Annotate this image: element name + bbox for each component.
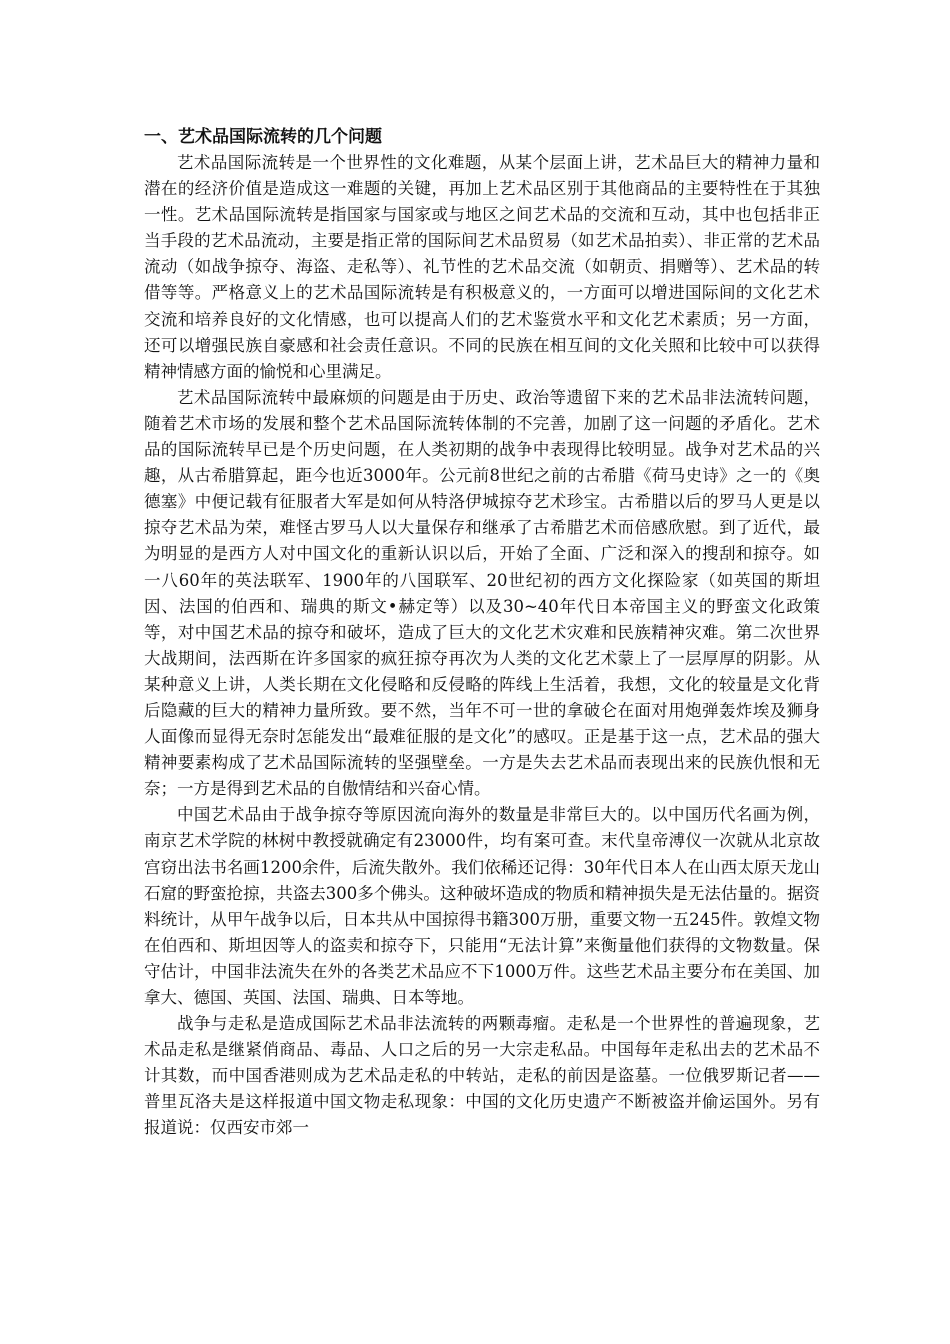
document-page [144, 124, 820, 1142]
paragraph-3: 中国艺术品由于战争掠夺等原因流向海外的数量是非常巨大的。以中国历代名画为例，南京艺术学院的林树中教授就确定有23000件，均有案可查。末代皇帝溥仪一次就从北京故宫窃出法书名画1200余件，后流失散外。我们依稀还记得：30年代日本人在山西太原天龙山石窟的野蛮抢掠，共盗去300多个佛头。这种破坏造成的物质和精神损失是无法估量的。据资料统计，从甲午战争以后，日本共从中国掠得书籍300万册，重要文物一五245件。敦煌文物在伯西和、斯坦因等人的盗卖和掠夺下，只能用“无法计算”来衡量他们获得的文物数量。保守估计，中国非法流失在外的各类艺术品应不下1000万件。这些艺术品主要分布在美国、加拿大、德国、英国、法国、瑞典、日本等地。 [144, 805, 820, 1007]
paragraph-2: 艺术品国际流转中最麻烦的问题是由于历史、政治等遗留下来的艺术品非法流转问题，随着艺术市场的发展和整个艺术品国际流转体制的不完善，加剧了这一问题的矛盾化。艺术品的国际流转早已是个历史问题，在人类初期的战争中表现得比较明显。战争对艺术品的兴趣，从古希腊算起，距今也近3000年。公元前8世纪之前的古希腊《荷马史诗》之一的《奥德塞》中便记载有征服者大军是如何从特洛伊城掠夺艺术珍宝。古希腊以后的罗马人更是以掠夺艺术品为荣，难怪古罗马人以大量保存和继承了古希腊艺术而倍感欣慰。到了近代，最为明显的是西方人对中国文化的重新认识以后，开始了全面、广泛和深入的搜刮和掠夺。如一八60年的英法联军、1900年的八国联军、20世纪初的西方文化探险家（如英国的斯坦因、法国的伯西和、瑞典的斯文•赫定等）以及30~40年代日本帝国主义的野蛮文化政策等，对中国艺术品的掠夺和破坏，造成了巨大的文化艺术灾难和民族精神灾难。第二次世界大战期间，法西斯在许多国家的疯狂掠夺再次为人类的文化艺术蒙上了一层厚厚的阴影。从某种意义上讲，人类长期在文化侵略和反侵略的阵线上生活着，我想，文化的较量是文化背后隐藏的巨大的精神力量所致。要不然，当年不可一世的拿破仑在面对用炮弹轰炸埃及狮身人面像而显得无奈时怎能发出“最难征服的是文化”的感叹。正是基于这一点，艺术品的强大精神要素构成了艺术品国际流转的坚强壁垒。一方是失去艺术品而表现出来的民族仇恨和无奈；一方是得到艺术品的自傲情结和兴奋心情。 [144, 387, 820, 799]
paragraph-1: 艺术品国际流转是一个世界性的文化难题，从某个层面上讲，艺术品巨大的精神力量和潜在的经济价值是造成这一难题的关键，再加上艺术品区别于其他商品的主要特性在于其独一性。艺术品国际流转是指国家与国家或与地区之间艺术品的交流和互动，其中也包括非正当手段的艺术品流动，主要是指正常的国际间艺术品贸易（如艺术品拍卖）、非正常的艺术品流动（如战争掠夺、海盗、走私等）、礼节性的艺术品交流（如朝贡、捐赠等）、艺术品的转借等等。严格意义上的艺术品国际流转是有积极意义的，一方面可以增进国际间的文化艺术交流和培养良好的文化情感，也可以提高人们的艺术鉴赏水平和文化艺术素质；另一方面，还可以增强民族自豪感和社会责任意识。不同的民族在相互间的文化关照和比较中可以获得精神情感方面的愉悦和心里满足。 [144, 153, 820, 381]
paragraph-4: 战争与走私是造成国际艺术品非法流转的两颗毒瘤。走私是一个世界性的普遍现象，艺术品走私是继紧俏商品、毒品、人口之后的另一大宗走私品。中国每年走私出去的艺术品不计其数，而中国香港则成为艺术品走私的中转站，走私的前因是盗墓。一位俄罗斯记者——普里瓦洛夫是这样报道中国文物走私现象：中国的文化历史遗产不断被盗并偷运国外。另有报道说：仅西安市郊一 [144, 1014, 820, 1138]
section-heading: 一、艺术品国际流转的几个问题 [144, 127, 382, 147]
